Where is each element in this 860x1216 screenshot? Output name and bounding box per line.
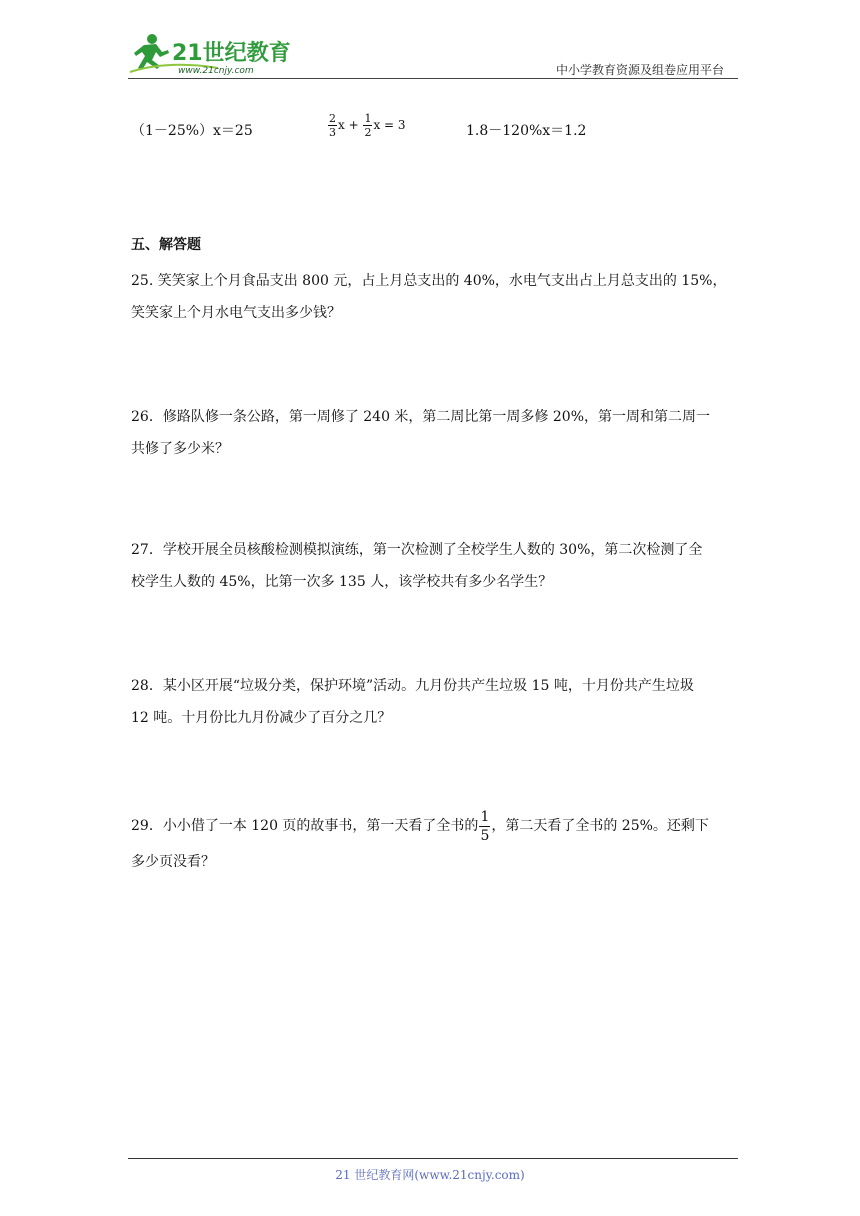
question-28-line-2: 12 吨。十月份比九月份减少了百分之几？ [131, 710, 392, 726]
equation-1: （1－25%）x＝25 [131, 123, 253, 139]
footer-text: 21 世纪教育网(www.21cnjy.com) [335, 1168, 525, 1182]
section-title: 五、解答题 [131, 237, 201, 253]
header-divider [128, 78, 738, 79]
question-25 [131, 265, 736, 329]
question-26-line-1: 26．修路队修一条公路，第一周修了 240 米，第二周比第一周多修 20%，第一周和第二周一 [131, 409, 711, 425]
question-26-line-2: 共修了多少米？ [131, 441, 229, 457]
footer-divider [128, 1158, 738, 1159]
question-27-line-1: 27．学校开展全员核酸检测模拟演练，第一次检测了全校学生人数的 30%，第二次检测了全 [131, 542, 703, 558]
question-29-line-1: 29．小小借了一本 120 页的故事书，第一天看了全书的 $\frac{1}{5}$ ，第二天看了全书的 25%。还剩下 [131, 808, 709, 844]
question-27-line-2: 校学生人数的 45%，比第一次多 135 人，该学校共有多少名学生？ [131, 574, 553, 590]
fraction-one-fifth: $\frac{1}{5}$ [480, 808, 490, 844]
question-25-line-1: 25. 笑笑家上个月食品支出 800 元，占上月总支出的 40%，水电气支出占上月总支出的 15%， [131, 273, 727, 289]
equation-row [0, 112, 860, 152]
question-29-line-2: 多少页没看？ [131, 854, 215, 870]
question-25-line-2: 笑笑家上个月水电气支出多少钱？ [131, 305, 341, 321]
equation-2: $\frac{2}{3}$ x + $\frac{1}{2}$ x = 3 [329, 112, 406, 139]
equation-3: 1.8－120%x＝1.2 [466, 123, 587, 139]
page-header [128, 30, 738, 80]
logo-url: www.21cnjy.com [178, 66, 254, 76]
logo-21cnjy [128, 30, 298, 76]
header-platform-text: 中小学教育资源及组卷应用平台 [555, 63, 724, 77]
logo-text: 21世纪教育 [172, 41, 291, 66]
question-29 [131, 806, 736, 878]
question-27 [131, 534, 736, 598]
question-28-line-1: 28．某小区开展“垃圾分类，保护环境”活动。九月份共产生垃圾 15 吨，十月份共产生垃圾 [131, 678, 694, 694]
fraction-two-thirds: $\frac{2}{3}$ [329, 112, 336, 139]
fraction-one-half: $\frac{1}{2}$ [364, 112, 372, 139]
question-26 [131, 401, 736, 465]
question-28 [131, 670, 736, 734]
